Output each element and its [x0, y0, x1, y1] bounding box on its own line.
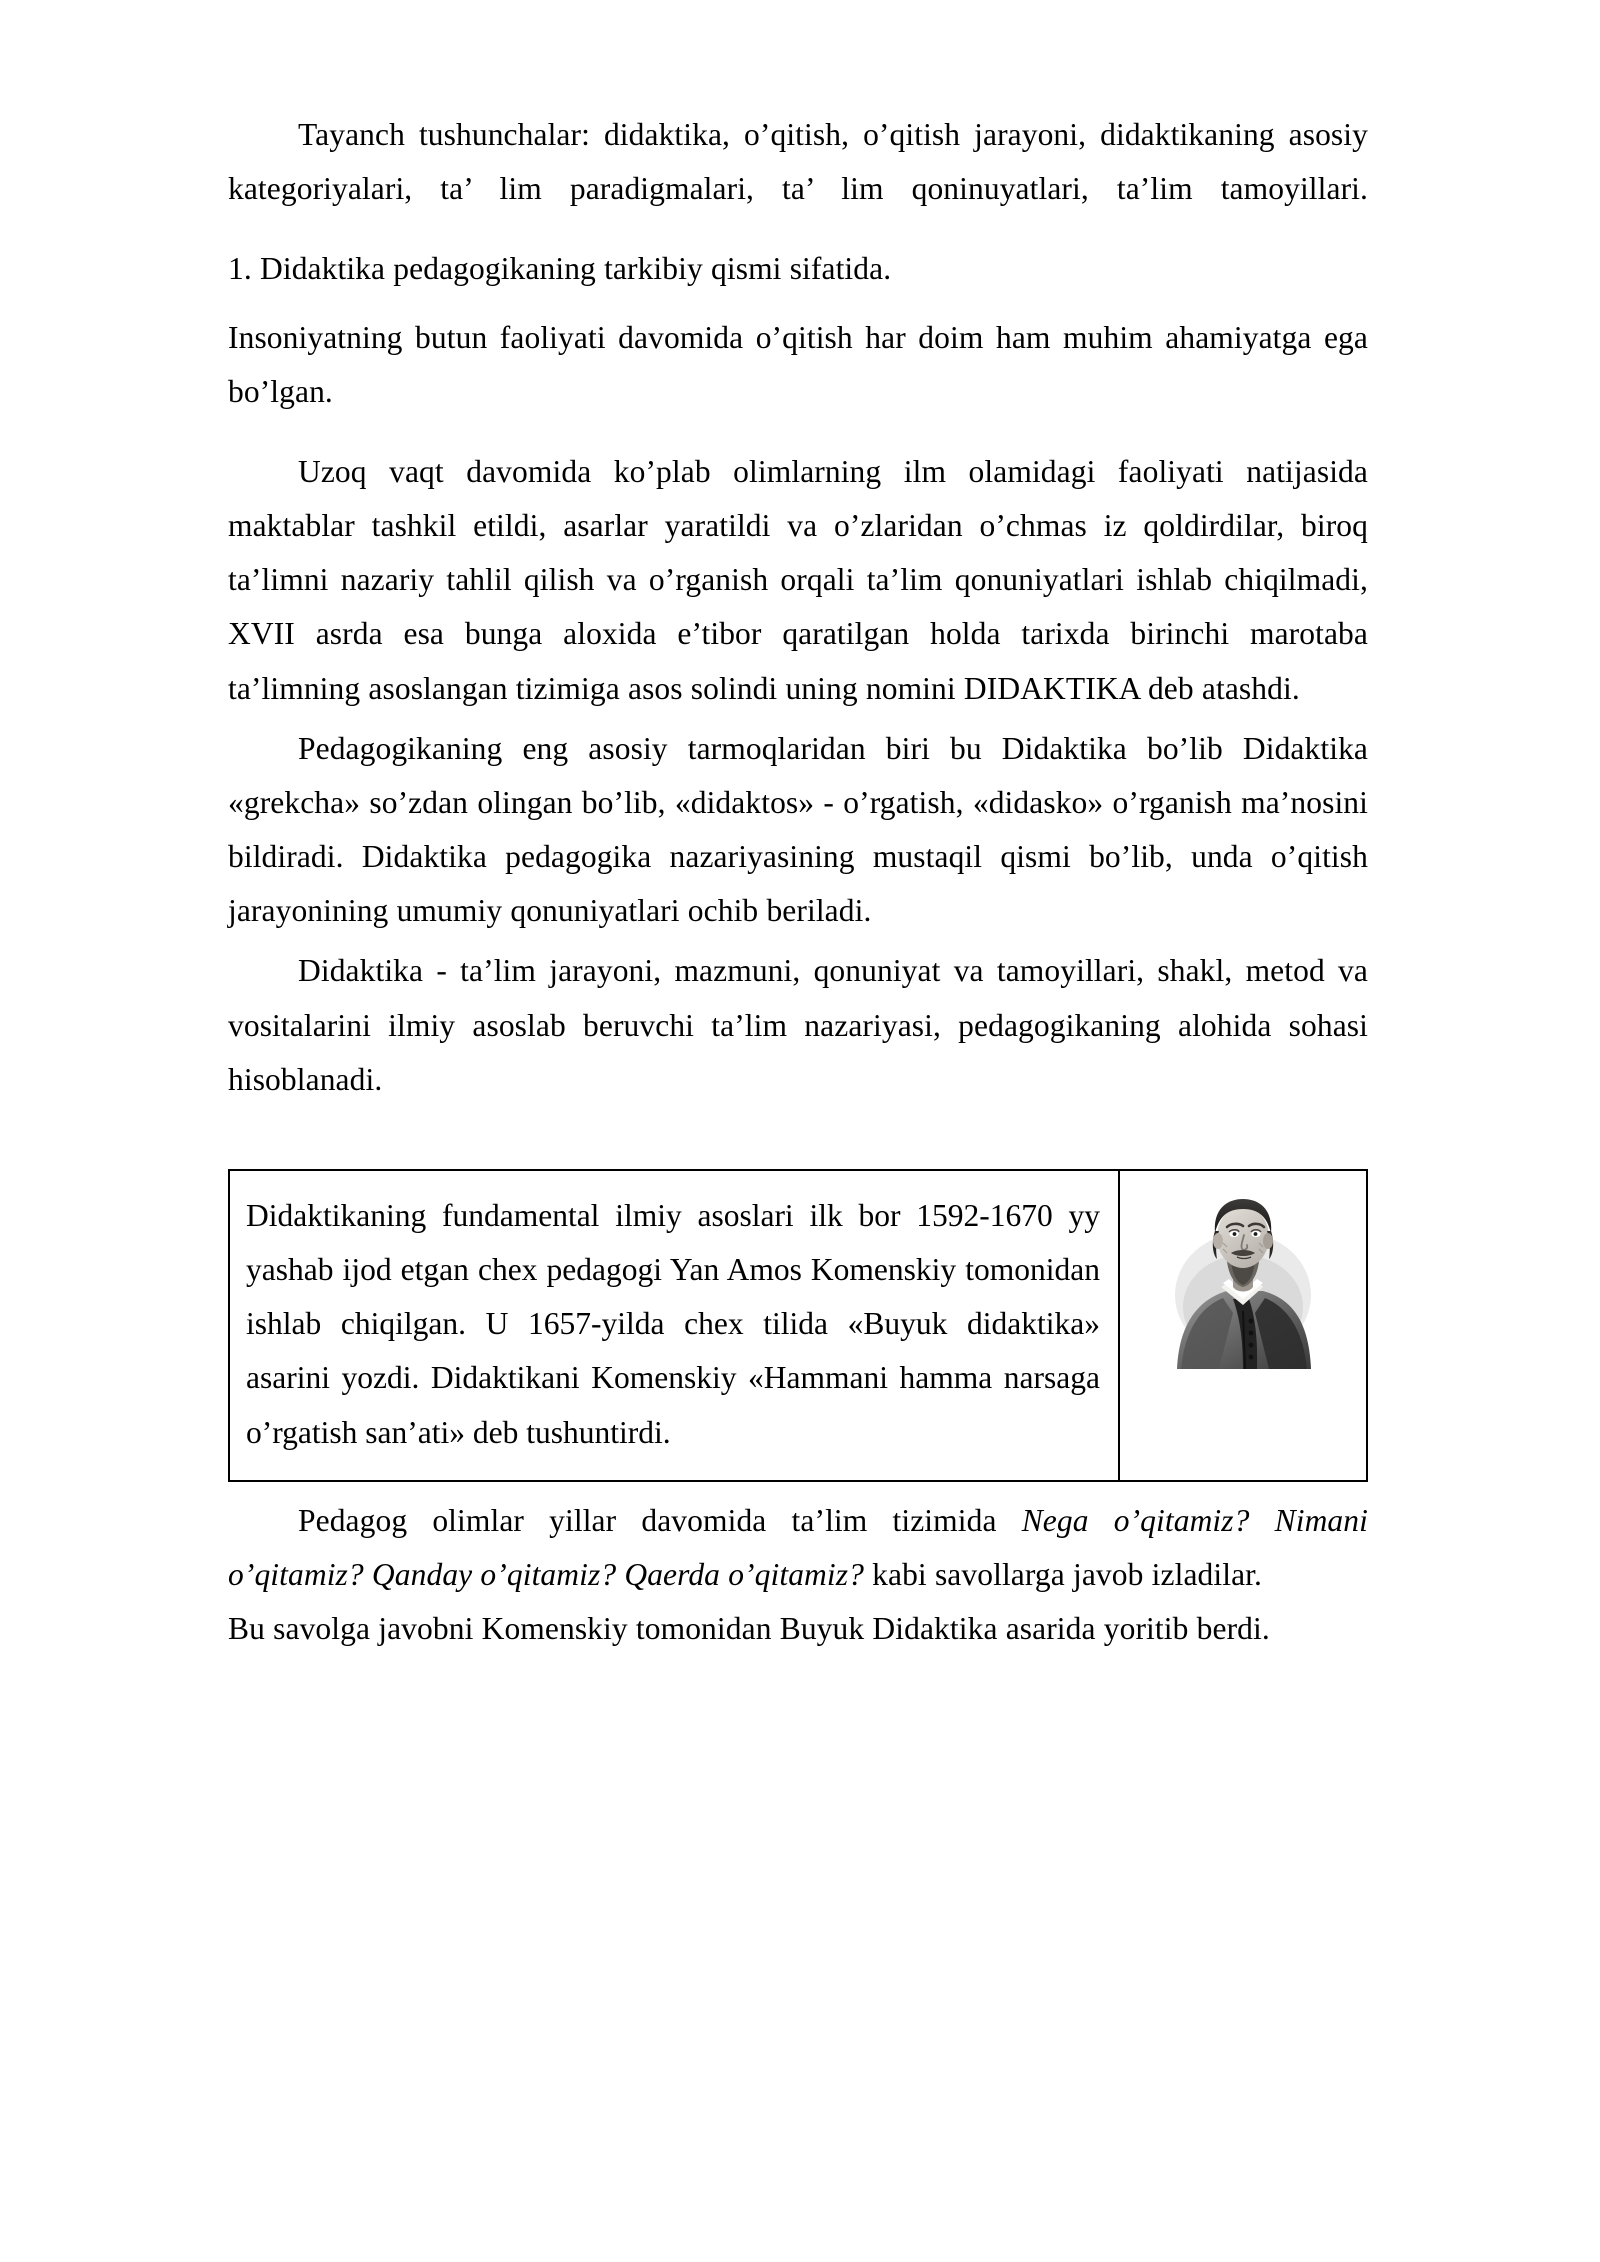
spacer [228, 1482, 1368, 1494]
history-paragraph: Uzoq vaqt davomida ko’plab olimlarning ilm olamidagi faoliyati natijasida maktablar tashkil etildi, asarlar yaratildi va o’zlaridan o’chmas iz qoldirdilar, biroq ta’limni nazariy tahlil qilish va o’rganish orqali ta’lim qonuniyatlari ishlab chiqilmadi, XVII asrda esa bunga aloxida e’tibor qaratilgan holda tarixda birinchi marotaba ta’limning asoslangan tizimiga asos solindi uning nomini DIDAKTIKA deb atashdi. [228, 453, 1368, 706]
closing-lead-text: Pedagog olimlar yillar davomida ta’lim tizimida [298, 1502, 1022, 1538]
spacer [228, 1113, 1368, 1169]
italic-questions: Nega o’qitamiz? Nimani o’qitamiz? Qanday o’qitamiz? Qaerda o’qitamiz? [228, 1502, 1368, 1592]
intro-paragraph: Insoniyatning butun faoliyati davomida o’qitish har doim ham muhim ahamiyatga ega bo’lgan. [228, 319, 1368, 409]
portrait-of-yan-amos-komenskiy-image [1159, 1187, 1327, 1369]
document-body [228, 108, 1368, 1656]
fact-box [228, 1169, 1368, 1482]
fact-box-paragraph: Didaktikaning fundamental ilmiy asoslari ilk bor 1592-1670 yy yashab ijod etgan chex pedagogi Yan Amos Komenskiy tomonidan ishlab chiqilgan. U 1657-yilda chex tilida «Buyuk didaktika» asarini yozdi. Didaktikani Komenskiy «Hammani hamma narsaga o’rgatish san’ati» deb tushuntirdi. [246, 1197, 1100, 1450]
fact-box-text-cell [230, 1171, 1120, 1480]
definition-origin-paragraph: Pedagogikaning eng asosiy tarmoqlaridan biri bu Didaktika bo’lib Didaktika «grekcha» so’zdan olingan bo’lib, «didaktos» - o’rgatish, «didasko» o’rganish ma’nosini bildiradi. Didaktika pedagogika nazariyasining mustaqil qismi bo’lib, unda o’qitish jarayonining umumiy qonuniyatlari ochib beriladi. [228, 730, 1368, 929]
section-heading-1: 1. Didaktika pedagogikaning tarkibiy qismi sifatida. [228, 251, 892, 287]
final-paragraph: Bu savolga javobni Komenskiy tomonidan Buyuk Didaktika asarida yoritib berdi. [228, 1611, 1270, 1647]
fact-box-image-cell [1120, 1171, 1366, 1480]
closing-paragraph [228, 1494, 1368, 1602]
definition-main-paragraph: Didaktika - ta’lim jarayoni, mazmuni, qonuniyat va tamoyillari, shakl, metod va vositalarini ilmiy asoslab beruvchi ta’lim nazariyasi, pedagogikaning alohida sohasi hisoblanadi. [228, 953, 1368, 1097]
keywords-paragraph: Tayanch tushunchalar: didaktika, o’qitish, o’qitish jarayoni, didaktikaning asosiy kategoriyalari, ta’ lim paradigmalari, ta’ lim qoninuyatlari, ta’lim tamoyillari. [228, 117, 1368, 207]
closing-tail-text: kabi savollarga javob izladilar. [863, 1556, 1262, 1592]
